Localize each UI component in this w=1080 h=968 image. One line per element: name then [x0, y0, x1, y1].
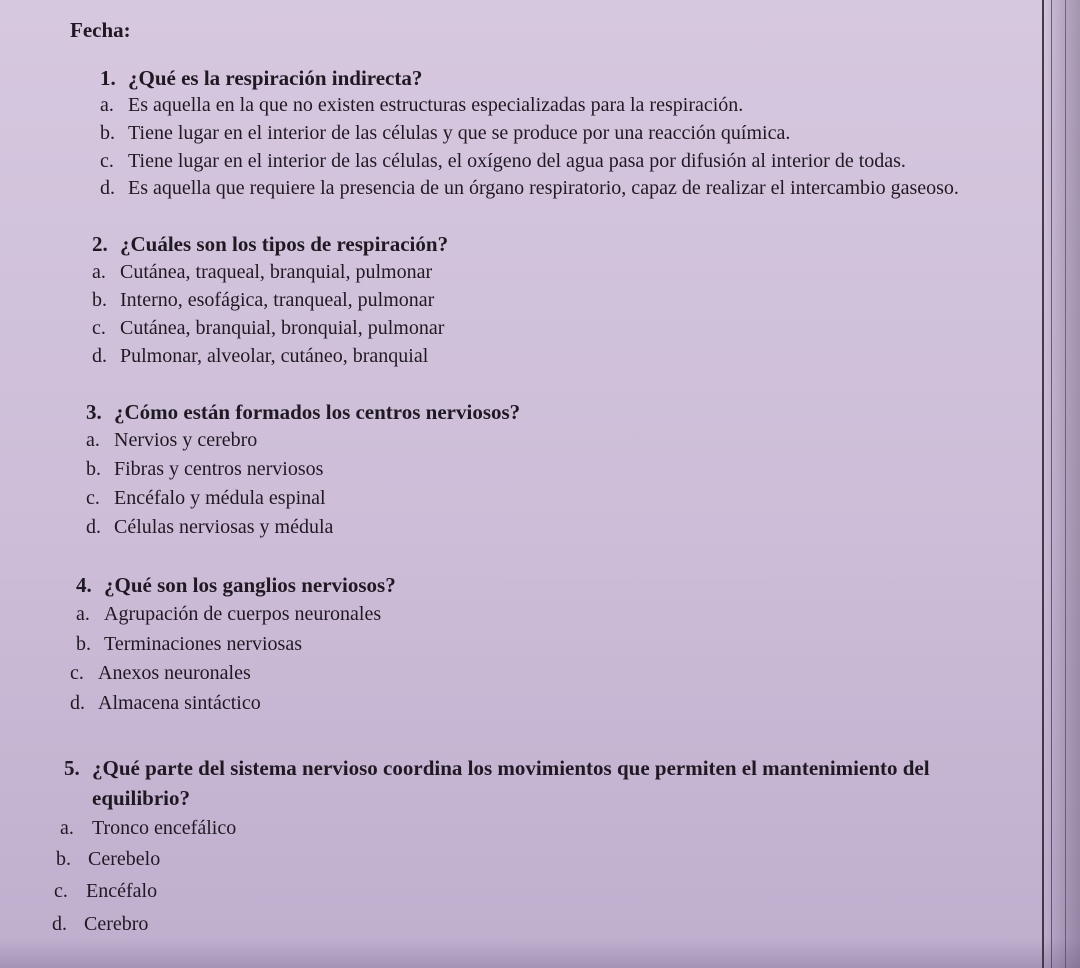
q3-option-c-letter: c.	[86, 487, 100, 509]
q2-option-b-letter: b.	[92, 289, 107, 311]
q5-option-b-text: Cerebelo	[88, 848, 161, 870]
q3-option-d-text: Células nerviosas y médula	[114, 516, 334, 538]
q4-option-c-text: Anexos neuronales	[98, 662, 251, 684]
question-4-text: ¿Qué son los ganglios nerviosos?	[104, 573, 396, 597]
q5-option-d-text: Cerebro	[84, 913, 149, 935]
q5-option-c-letter: c.	[54, 880, 68, 902]
q3-option-b-text: Fibras y centros nerviosos	[114, 458, 324, 480]
q1-option-c-text: Tiene lugar en el interior de las células, el oxígeno del agua pasa por difusión al interior de todas.	[128, 150, 906, 172]
question-1-text: ¿Qué es la respiración indirecta?	[128, 66, 423, 90]
page-edge-line	[1065, 0, 1066, 968]
question-4-number: 4.	[76, 573, 92, 597]
q2-option-d-letter: d.	[92, 345, 107, 367]
q1-option-b-text: Tiene lugar en el interior de las células y que se produce por una reacción química.	[128, 122, 791, 144]
q1-option-a-letter: a.	[100, 94, 114, 116]
q4-option-b-letter: b.	[76, 633, 91, 655]
q2-option-b-text: Interno, esofágica, tranqueal, pulmonar	[120, 289, 435, 311]
q4-option-c-letter: c.	[70, 662, 84, 684]
q4-option-d-letter: d.	[70, 692, 85, 714]
question-2-number: 2.	[92, 232, 108, 256]
question-5-text-continued: equilibrio?	[92, 786, 191, 810]
q4-option-b-text: Terminaciones nerviosas	[104, 633, 302, 655]
q5-option-a-letter: a.	[60, 817, 74, 839]
question-1-number: 1.	[100, 66, 116, 90]
bottom-shadow	[0, 938, 1080, 968]
page-edge-shadow	[1042, 0, 1080, 968]
q3-option-a-letter: a.	[86, 429, 100, 451]
question-5-number: 5.	[64, 756, 80, 780]
q2-option-c-letter: c.	[92, 317, 106, 339]
question-3-number: 3.	[86, 400, 102, 424]
question-5-text: ¿Qué parte del sistema nervioso coordina los movimientos que permiten el mantenimiento del	[92, 756, 930, 780]
q4-option-d-text: Almacena sintáctico	[98, 692, 261, 714]
q2-option-d-text: Pulmonar, alveolar, cutáneo, branquial	[120, 345, 429, 367]
q3-option-b-letter: b.	[86, 458, 101, 480]
q5-option-b-letter: b.	[56, 848, 71, 870]
q4-option-a-letter: a.	[76, 603, 90, 625]
q1-option-a-text: Es aquella en la que no existen estructuras especializadas para la respiración.	[128, 94, 744, 116]
q4-option-a-text: Agrupación de cuerpos neuronales	[104, 603, 382, 625]
q2-option-c-text: Cutánea, branquial, bronquial, pulmonar	[120, 317, 445, 339]
q5-option-a-text: Tronco encefálico	[92, 817, 237, 839]
q2-option-a-letter: a.	[92, 261, 106, 283]
page-edge-line	[1042, 0, 1044, 968]
q1-option-b-letter: b.	[100, 122, 115, 144]
q2-option-a-text: Cutánea, traqueal, branquial, pulmonar	[120, 261, 433, 283]
q3-option-c-text: Encéfalo y médula espinal	[114, 487, 326, 509]
date-label: Fecha:	[70, 18, 131, 42]
q1-option-d-letter: d.	[100, 177, 115, 199]
q5-option-c-text: Encéfalo	[86, 880, 158, 902]
q3-option-a-text: Nervios y cerebro	[114, 429, 258, 451]
q1-option-d-text: Es aquella que requiere la presencia de un órgano respiratorio, capaz de realizar el intercambio gaseoso.	[128, 177, 959, 199]
q1-option-c-letter: c.	[100, 150, 114, 172]
q3-option-d-letter: d.	[86, 516, 101, 538]
question-3-text: ¿Cómo están formados los centros nerviosos?	[114, 400, 521, 424]
question-2-text: ¿Cuáles son los tipos de respiración?	[120, 232, 449, 256]
page-edge-line	[1051, 0, 1052, 968]
q5-option-d-letter: d.	[52, 913, 67, 935]
